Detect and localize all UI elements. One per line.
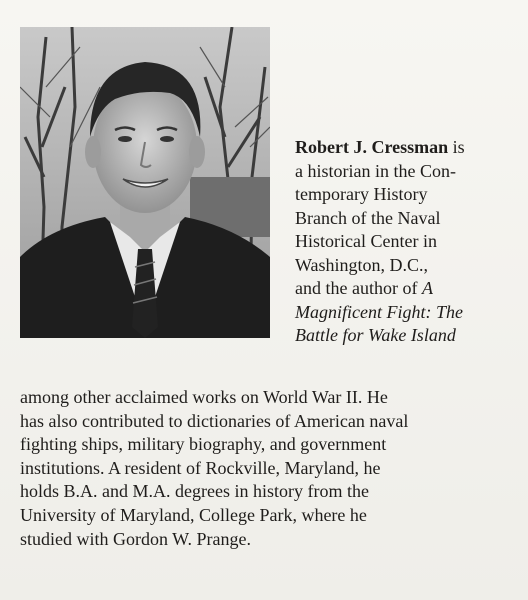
book-title-part: Battle for Wake Island xyxy=(295,325,456,345)
bio-line: is xyxy=(448,137,465,157)
author-name: Robert J. Cressman xyxy=(295,137,449,157)
author-bio-side xyxy=(295,136,527,348)
bio-line: holds B.A. and M.A. degrees in history from the xyxy=(20,481,369,502)
bio-line: and the author of xyxy=(295,278,422,298)
bio-line: fighting ships, military biography, and government xyxy=(20,434,387,455)
book-title-part: Magnificent Fight: The xyxy=(295,301,463,322)
bio-line: Branch of the Naval xyxy=(295,207,441,228)
bio-line: institutions. A resident of Rockville, Maryland, he xyxy=(20,457,381,478)
bio-line: studied with Gordon W. Prange. xyxy=(20,528,251,549)
bio-line: has also contributed to dictionaries of American naval xyxy=(20,410,409,431)
author-bio-full xyxy=(20,386,525,551)
author-portrait-icon xyxy=(20,27,270,338)
author-photo xyxy=(20,27,270,338)
book-title-part: A xyxy=(421,278,433,298)
bio-line: temporary History xyxy=(295,184,428,204)
bio-line: Washington, D.C., xyxy=(295,254,429,275)
bio-line: University of Maryland, College Park, where he xyxy=(20,504,367,525)
bio-line: a historian in the Con- xyxy=(295,160,456,181)
bio-line: among other acclaimed works on World War II. He xyxy=(20,387,388,407)
bio-line: Historical Center in xyxy=(295,231,437,251)
